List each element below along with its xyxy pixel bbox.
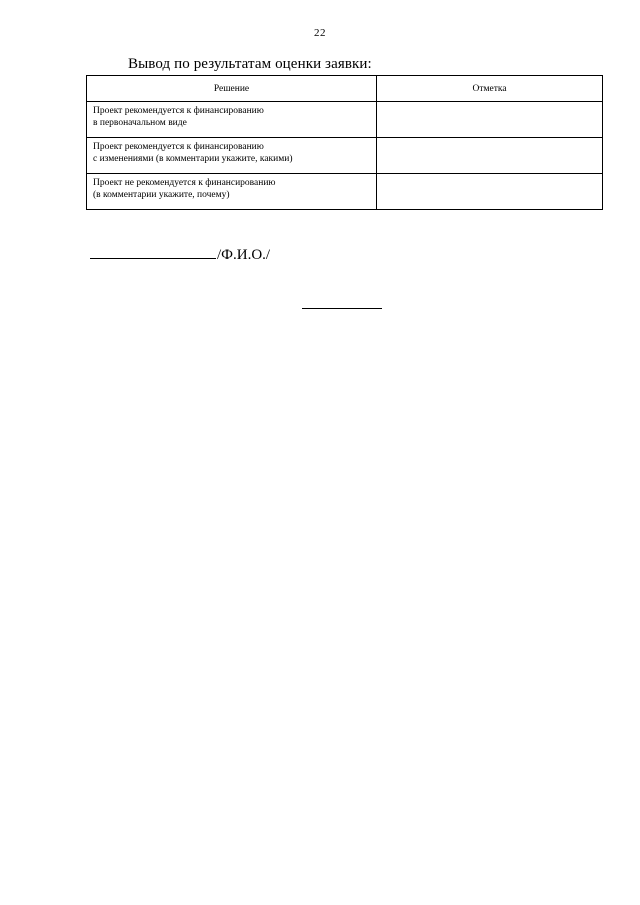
mark-cell[interactable] bbox=[377, 174, 603, 210]
decision-line: (в комментарии укажите, почему) bbox=[93, 190, 230, 200]
signature-block bbox=[90, 244, 270, 264]
decision-line: с изменениями (в комментарии укажите, какими) bbox=[93, 154, 293, 164]
page-number: 22 bbox=[314, 27, 326, 39]
column-header-mark: Отметка bbox=[377, 76, 603, 102]
section-heading: Вывод по результатам оценки заявки: bbox=[128, 56, 372, 72]
table-header-row bbox=[87, 76, 603, 102]
decision-cell bbox=[87, 102, 377, 138]
table-row bbox=[87, 102, 603, 138]
table-row bbox=[87, 174, 603, 210]
signature-label: /Ф.И.О./ bbox=[217, 247, 271, 263]
mark-cell[interactable] bbox=[377, 138, 603, 174]
column-header-decision: Решение bbox=[87, 76, 377, 102]
decision-line: Проект рекомендуется к финансированию bbox=[93, 106, 264, 116]
decision-line: в первоначальном виде bbox=[93, 118, 187, 128]
decision-cell bbox=[87, 138, 377, 174]
end-of-document-rule bbox=[302, 308, 382, 309]
decision-line: Проект не рекомендуется к финансированию bbox=[93, 178, 276, 188]
table-row bbox=[87, 138, 603, 174]
mark-cell[interactable] bbox=[377, 102, 603, 138]
signature-line[interactable] bbox=[90, 244, 216, 259]
decision-line: Проект рекомендуется к финансированию bbox=[93, 142, 264, 152]
decision-cell bbox=[87, 174, 377, 210]
decision-table bbox=[86, 75, 603, 210]
